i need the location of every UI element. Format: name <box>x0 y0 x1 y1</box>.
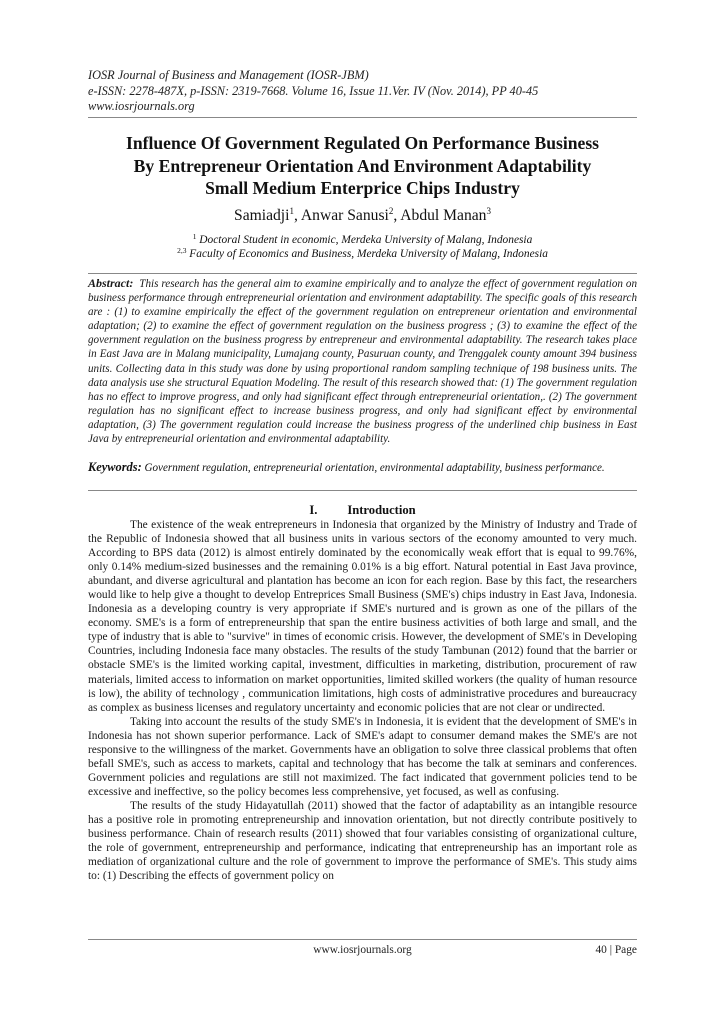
keywords <box>88 460 637 475</box>
section-number: I. <box>309 503 318 517</box>
paragraph: The existence of the weak entrepreneurs in Indonesia that organized by the Ministry of Industry and Trade of the Republic of Indonesia showed that all business units in various sectors of the economy amounted to very much. According to BPS data (2012) is almost entirely dominated by the economically weak effort that is equal to 99.76%, only 0.14% medium-sized businesses and the remaining 0.01% is a big effort. Natural potential in East Java province, abundant, and diverse agricultural and plantation has become an icon for each region. Base by this fact, the researchers would like to help give a thought to develop Entreprices Small Business (SME's) chips industry in East Java, Indonesia. Indonesia as a developing country is very appropriate if SME's nurtured and is grown as one of the pillars of the economy. SME's is a form of entrepreneurship that span the entire business activities of both large and small, and the type of industry that is able to "survive" in times of economic crisis. However, the development of SME's in Developing Countries, including Indonesia face many obstacles. The results of the study Tambunan (2012) found that the barrier or obstacle SME's is the limited working capital, investment, difficulties in marketing, distribution, procurement of raw materials, limited access to information on market opportunities, limited skilled workers (the quality of human resource is low), the ability of technology , communication limitations, high costs of administrative procedures and bureaucracy as complex as business licenses and regulatory uncertainty and economic policies that are not clear or undirected. <box>88 519 637 714</box>
keywords-label: Keywords: <box>88 460 142 474</box>
abstract-text: This research has the general aim to examine empirically and to analyze the effect of government regulation on business performance through entrepreneurial orientation and environment adaptability. The specific goals of this research are : (1) to examine empirically the effect of the government regulation on entrepreneur orientation and environmental adaptation; (2) to examine the effect of government regulation on the business progress ; (3) to examine the effect of the government regulation on the business progress by entrepreneur and environmental adaptability. The research takes place in East Java are in Malang municipality, Lumajang county, Pasuruan county, and Trenggalek county amount 394 business units. Collecting data in this study was done by using proportional random sampling technique of 198 business units. The data analysis use she structural Equation Modeling. The result of this research showed that: (1) The government regulation has no effect to improve progress, and only had significant effect through entrepreneurial orientation,. (2) The government regulation has no significant effect to increase business progress, and only had significant effect by environmental adaptation, (3) The government regulation could increase the business progress of the underlined chip business in East Java by entrepreneurial orientation and environmental adaptability. <box>88 278 638 446</box>
introduction-body <box>88 518 637 883</box>
abstract <box>88 276 637 446</box>
abstract-top-rule <box>88 273 637 274</box>
title-line-2: By Entrepreneur Orientation And Environment Adaptability <box>133 155 592 176</box>
abstract-label: Abstract: <box>88 276 134 290</box>
title-line-3: Small Medium Enterprice Chips Industry <box>205 178 520 198</box>
section-title: Introduction <box>347 503 416 517</box>
author: Anwar Sanusi$^2$, <box>300 206 401 224</box>
journal-name: IOSR Journal of Business and Management (IOSR-JBM) <box>88 68 369 82</box>
author: Abdul Manan$^3$ <box>400 206 491 224</box>
title-line-1: Influence Of Government Regulated On Performance Business <box>125 133 600 153</box>
author: Samiadji$^1$, <box>234 206 301 224</box>
affiliation-1: $^1$ Doctoral Student in economic, Merdeka University of Malang, Indonesia <box>192 232 533 246</box>
journal-header <box>88 68 637 115</box>
section-heading <box>88 503 637 518</box>
paper-title <box>88 132 637 200</box>
footer-website[interactable]: www.iosrjournals.org <box>313 944 412 956</box>
affiliation-2: $^{2,3}$ Faculty of Economics and Business, Merdeka University of Malang, Indonesia <box>177 246 548 260</box>
abstract-bottom-rule <box>88 490 637 491</box>
footer-rule <box>88 939 637 940</box>
header-rule <box>88 117 637 118</box>
paragraph: The results of the study Hidayatullah (2011) showed that the factor of adaptability as an intangible resource has a positive role in promoting entrepreneurship and innovation orientation, but not directly contribute positively to business performance. Chain of research results (2011) showed that four variables consisting of organizational culture, the role of government, entrepreneurship and performance, indicating that entrepreneurship has an important role as mediation of organizational culture and the role of government to improve the performance of SME's. This study aims to: (1) Describing the effects of government policy on <box>88 799 637 883</box>
journal-website[interactable]: www.iosrjournals.org <box>88 99 195 113</box>
issn-line: e-ISSN: 2278-487X, p-ISSN: 2319-7668. Volume 16, Issue 11.Ver. IV (Nov. 2014), PP 40-45 <box>88 83 539 98</box>
keywords-text: Government regulation, entrepreneurial orientation, environmental adaptability, business performance. <box>144 462 605 474</box>
author-list <box>88 207 637 225</box>
paragraph: Taking into account the results of the study SME's in Indonesia, it is evident that the development of SME's in Indonesia has not shown superior performance. Lack of SME's adapt to consumer demand makes the SME's are not responsive to the willingness of the market. Governments have an obligation to solve three classical problems that often befall SME's, such as access to markets, capital and technology that has become the talk at seminars and conferences. Government policies and regulations are still not maximized. The fact indicated that government policies tend to be excessive and ineffective, so the policy becomes less comprehensive, yet focused, as well as confusing. <box>88 715 637 798</box>
page-number: 40 | Page <box>595 944 637 956</box>
